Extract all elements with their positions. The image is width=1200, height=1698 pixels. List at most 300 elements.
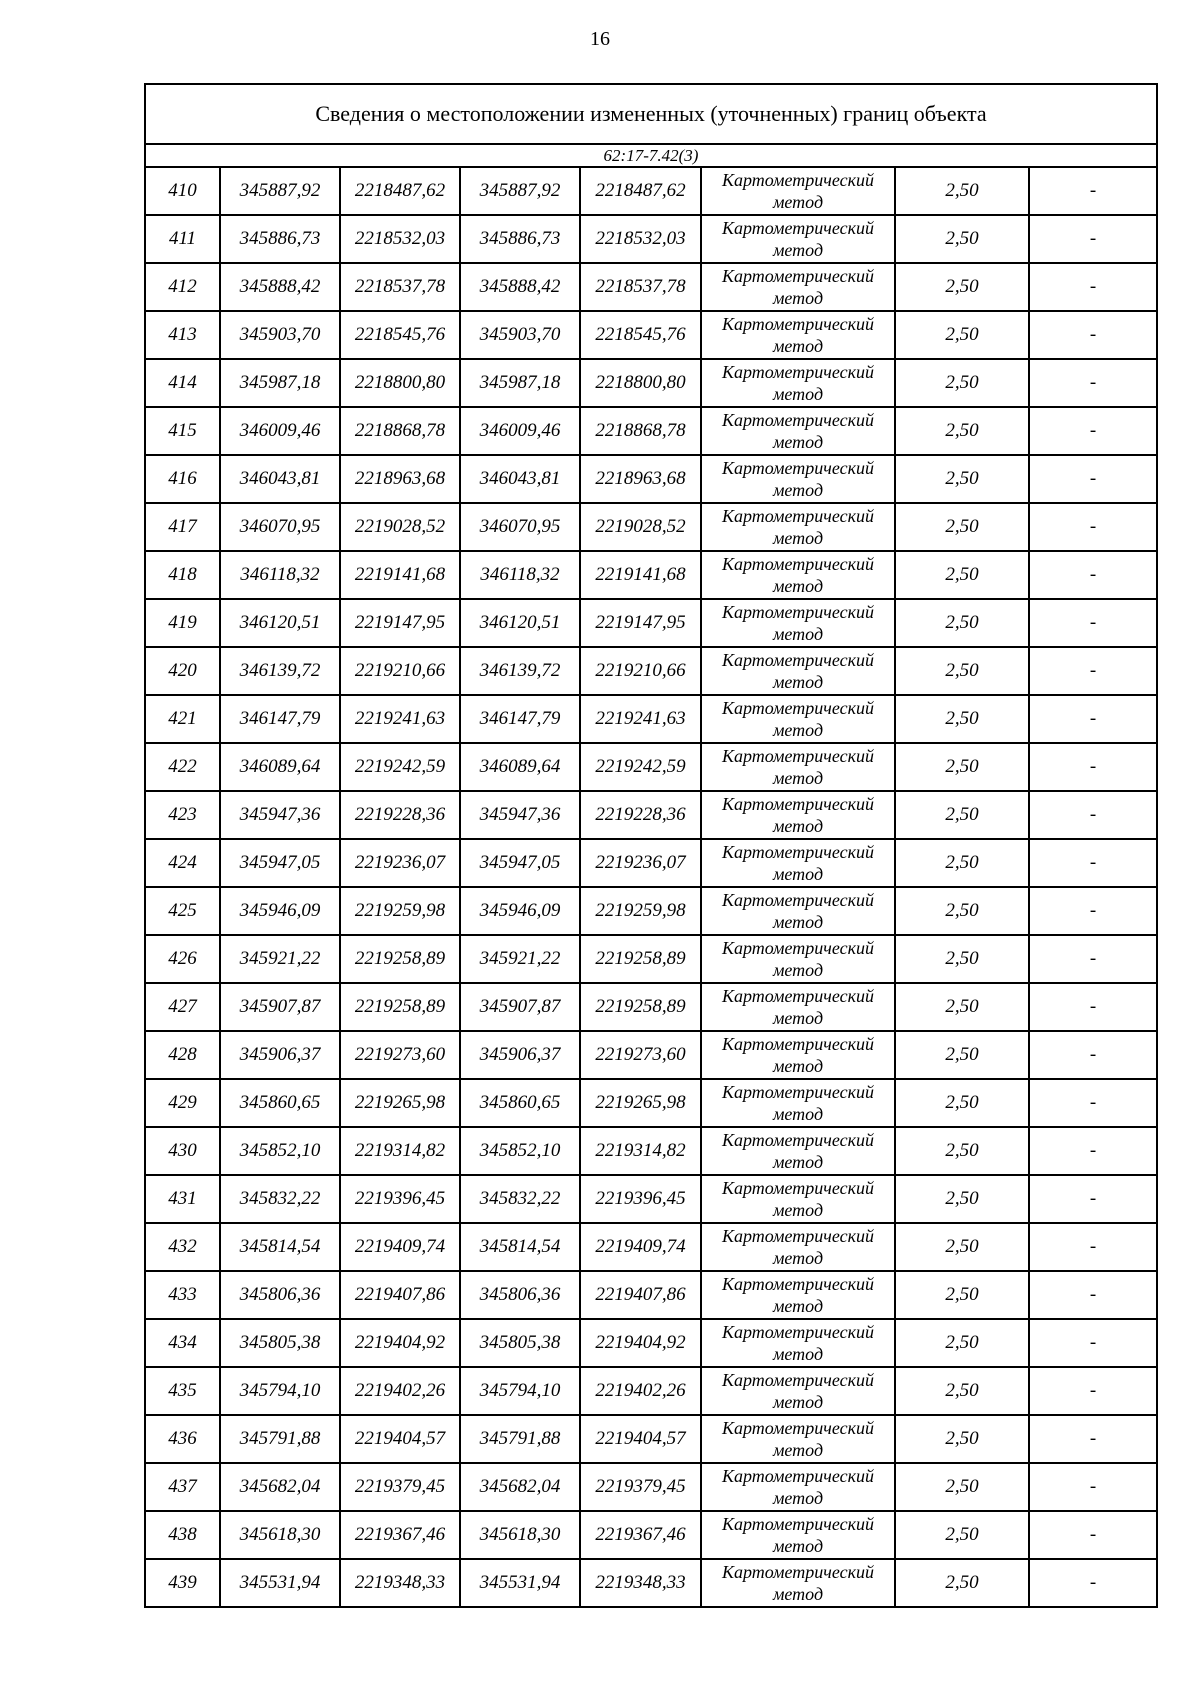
table-row <box>145 1175 1157 1223</box>
existing-y: 2219314,82 <box>340 1127 460 1175</box>
method-line-2: метод <box>772 1440 824 1460</box>
point-number: 435 <box>145 1367 220 1415</box>
existing-y: 2219402,26 <box>340 1367 460 1415</box>
method-line-1: Картометрический <box>721 266 874 286</box>
method-line-2: метод <box>772 1248 824 1268</box>
table-row <box>145 743 1157 791</box>
determination-method <box>701 551 895 599</box>
refined-x: 345805,38 <box>460 1319 580 1367</box>
note-value: - <box>1029 407 1157 455</box>
determination-method <box>701 887 895 935</box>
method-line-1: Картометрический <box>721 1226 874 1246</box>
point-number: 414 <box>145 359 220 407</box>
existing-y: 2219367,46 <box>340 1511 460 1559</box>
note-value: - <box>1029 1559 1157 1607</box>
method-line-1: Картометрический <box>721 938 874 958</box>
existing-y: 2218545,76 <box>340 311 460 359</box>
note-value: - <box>1029 887 1157 935</box>
table-row <box>145 263 1157 311</box>
determination-method <box>701 1079 895 1127</box>
existing-x: 345832,22 <box>220 1175 340 1223</box>
method-line-2: метод <box>772 960 824 980</box>
refined-x: 345860,65 <box>460 1079 580 1127</box>
refined-y: 2219273,60 <box>580 1031 701 1079</box>
existing-x: 345531,94 <box>220 1559 340 1607</box>
note-value: - <box>1029 215 1157 263</box>
determination-method <box>701 455 895 503</box>
method-line-1: Картометрический <box>721 1178 874 1198</box>
existing-x: 345946,09 <box>220 887 340 935</box>
determination-method <box>701 1175 895 1223</box>
point-number: 412 <box>145 263 220 311</box>
refined-x: 345791,88 <box>460 1415 580 1463</box>
point-number: 422 <box>145 743 220 791</box>
method-line-2: метод <box>772 480 824 500</box>
method-line-1: Картометрический <box>721 986 874 1006</box>
note-value: - <box>1029 1079 1157 1127</box>
existing-x: 345860,65 <box>220 1079 340 1127</box>
point-number: 411 <box>145 215 220 263</box>
table-row <box>145 791 1157 839</box>
accuracy-value: 2,50 <box>895 1367 1029 1415</box>
existing-x: 346070,95 <box>220 503 340 551</box>
table-row <box>145 1559 1157 1607</box>
note-value: - <box>1029 1223 1157 1271</box>
determination-method <box>701 407 895 455</box>
determination-method <box>701 1463 895 1511</box>
note-value: - <box>1029 743 1157 791</box>
note-value: - <box>1029 167 1157 215</box>
accuracy-value: 2,50 <box>895 1175 1029 1223</box>
refined-y: 2219404,92 <box>580 1319 701 1367</box>
determination-method <box>701 311 895 359</box>
accuracy-value: 2,50 <box>895 1463 1029 1511</box>
point-number: 430 <box>145 1127 220 1175</box>
refined-x: 345814,54 <box>460 1223 580 1271</box>
refined-y: 2219028,52 <box>580 503 701 551</box>
accuracy-value: 2,50 <box>895 503 1029 551</box>
accuracy-value: 2,50 <box>895 407 1029 455</box>
method-line-2: метод <box>772 624 824 644</box>
table-row <box>145 695 1157 743</box>
existing-x: 345886,73 <box>220 215 340 263</box>
table-row <box>145 503 1157 551</box>
determination-method <box>701 215 895 263</box>
refined-y: 2219258,89 <box>580 983 701 1031</box>
method-line-2: метод <box>772 1584 824 1604</box>
table-row <box>145 1079 1157 1127</box>
point-number: 433 <box>145 1271 220 1319</box>
existing-x: 345791,88 <box>220 1415 340 1463</box>
point-number: 428 <box>145 1031 220 1079</box>
existing-y: 2218532,03 <box>340 215 460 263</box>
method-line-1: Картометрический <box>721 1130 874 1150</box>
point-number: 426 <box>145 935 220 983</box>
accuracy-value: 2,50 <box>895 1319 1029 1367</box>
method-line-2: метод <box>772 288 824 308</box>
note-value: - <box>1029 791 1157 839</box>
method-line-1: Картометрический <box>721 362 874 382</box>
table-title: Сведения о местоположении измененных (уточненных) границ объекта <box>145 84 1157 144</box>
existing-x: 346120,51 <box>220 599 340 647</box>
method-line-1: Картометрический <box>721 1466 874 1486</box>
table-row <box>145 887 1157 935</box>
method-line-1: Картометрический <box>721 1562 874 1582</box>
note-value: - <box>1029 1319 1157 1367</box>
refined-x: 345921,22 <box>460 935 580 983</box>
method-line-1: Картометрический <box>721 1274 874 1294</box>
method-line-1: Картометрический <box>721 1418 874 1438</box>
note-value: - <box>1029 1271 1157 1319</box>
method-line-2: метод <box>772 816 824 836</box>
refined-x: 345832,22 <box>460 1175 580 1223</box>
table-row <box>145 1127 1157 1175</box>
note-value: - <box>1029 935 1157 983</box>
method-line-1: Картометрический <box>721 890 874 910</box>
refined-y: 2219396,45 <box>580 1175 701 1223</box>
point-number: 432 <box>145 1223 220 1271</box>
determination-method <box>701 1271 895 1319</box>
refined-x: 345907,87 <box>460 983 580 1031</box>
point-number: 416 <box>145 455 220 503</box>
point-number: 431 <box>145 1175 220 1223</box>
refined-x: 345806,36 <box>460 1271 580 1319</box>
method-line-2: метод <box>772 1296 824 1316</box>
refined-x: 345682,04 <box>460 1463 580 1511</box>
accuracy-value: 2,50 <box>895 455 1029 503</box>
method-line-1: Картометрический <box>721 1514 874 1534</box>
existing-y: 2219407,86 <box>340 1271 460 1319</box>
refined-y: 2218545,76 <box>580 311 701 359</box>
refined-y: 2219314,82 <box>580 1127 701 1175</box>
accuracy-value: 2,50 <box>895 1511 1029 1559</box>
note-value: - <box>1029 1175 1157 1223</box>
existing-x: 346043,81 <box>220 455 340 503</box>
table-row <box>145 983 1157 1031</box>
determination-method <box>701 743 895 791</box>
method-line-2: метод <box>772 192 824 212</box>
existing-x: 345906,37 <box>220 1031 340 1079</box>
accuracy-value: 2,50 <box>895 1031 1029 1079</box>
point-number: 437 <box>145 1463 220 1511</box>
refined-x: 345886,73 <box>460 215 580 263</box>
accuracy-value: 2,50 <box>895 983 1029 1031</box>
method-line-1: Картометрический <box>721 218 874 238</box>
refined-y: 2219210,66 <box>580 647 701 695</box>
accuracy-value: 2,50 <box>895 359 1029 407</box>
note-value: - <box>1029 455 1157 503</box>
accuracy-value: 2,50 <box>895 551 1029 599</box>
note-value: - <box>1029 839 1157 887</box>
point-number: 418 <box>145 551 220 599</box>
existing-y: 2219404,57 <box>340 1415 460 1463</box>
existing-x: 346118,32 <box>220 551 340 599</box>
accuracy-value: 2,50 <box>895 1271 1029 1319</box>
method-line-2: метод <box>772 1056 824 1076</box>
point-number: 434 <box>145 1319 220 1367</box>
point-number: 424 <box>145 839 220 887</box>
table-row <box>145 167 1157 215</box>
table-row <box>145 1415 1157 1463</box>
table-title-row <box>145 84 1157 144</box>
existing-x: 345888,42 <box>220 263 340 311</box>
method-line-1: Картометрический <box>721 1370 874 1390</box>
determination-method <box>701 1511 895 1559</box>
method-line-2: метод <box>772 1344 824 1364</box>
determination-method <box>701 935 895 983</box>
method-line-2: метод <box>772 912 824 932</box>
existing-y: 2218963,68 <box>340 455 460 503</box>
determination-method <box>701 359 895 407</box>
table-row <box>145 455 1157 503</box>
refined-y: 2218532,03 <box>580 215 701 263</box>
determination-method <box>701 1127 895 1175</box>
existing-x: 345887,92 <box>220 167 340 215</box>
existing-x: 345921,22 <box>220 935 340 983</box>
accuracy-value: 2,50 <box>895 791 1029 839</box>
existing-x: 345806,36 <box>220 1271 340 1319</box>
method-line-2: метод <box>772 240 824 260</box>
existing-x: 345852,10 <box>220 1127 340 1175</box>
table-row <box>145 1367 1157 1415</box>
table-row <box>145 1223 1157 1271</box>
determination-method <box>701 695 895 743</box>
method-line-2: метод <box>772 768 824 788</box>
existing-x: 345947,05 <box>220 839 340 887</box>
table-row <box>145 1511 1157 1559</box>
point-number: 415 <box>145 407 220 455</box>
accuracy-value: 2,50 <box>895 1223 1029 1271</box>
table-row <box>145 1271 1157 1319</box>
refined-x: 346070,95 <box>460 503 580 551</box>
method-line-2: метод <box>772 576 824 596</box>
existing-y: 2219028,52 <box>340 503 460 551</box>
note-value: - <box>1029 1367 1157 1415</box>
accuracy-value: 2,50 <box>895 1415 1029 1463</box>
existing-y: 2219258,89 <box>340 935 460 983</box>
existing-y: 2219265,98 <box>340 1079 460 1127</box>
refined-y: 2219379,45 <box>580 1463 701 1511</box>
table-row <box>145 215 1157 263</box>
method-line-2: метод <box>772 1104 824 1124</box>
accuracy-value: 2,50 <box>895 935 1029 983</box>
existing-y: 2219242,59 <box>340 743 460 791</box>
method-line-1: Картометрический <box>721 410 874 430</box>
refined-x: 345903,70 <box>460 311 580 359</box>
note-value: - <box>1029 647 1157 695</box>
determination-method <box>701 791 895 839</box>
refined-x: 346147,79 <box>460 695 580 743</box>
determination-method <box>701 599 895 647</box>
method-line-2: метод <box>772 384 824 404</box>
existing-x: 346139,72 <box>220 647 340 695</box>
refined-y: 2219407,86 <box>580 1271 701 1319</box>
refined-x: 345947,36 <box>460 791 580 839</box>
method-line-1: Картометрический <box>721 794 874 814</box>
method-line-1: Картометрический <box>721 650 874 670</box>
determination-method <box>701 1367 895 1415</box>
point-number: 429 <box>145 1079 220 1127</box>
existing-x: 345794,10 <box>220 1367 340 1415</box>
method-line-1: Картометрический <box>721 170 874 190</box>
point-number: 427 <box>145 983 220 1031</box>
existing-y: 2219210,66 <box>340 647 460 695</box>
refined-y: 2218537,78 <box>580 263 701 311</box>
refined-x: 345618,30 <box>460 1511 580 1559</box>
method-line-1: Картометрический <box>721 1082 874 1102</box>
method-line-2: метод <box>772 864 824 884</box>
existing-x: 346147,79 <box>220 695 340 743</box>
point-number: 438 <box>145 1511 220 1559</box>
accuracy-value: 2,50 <box>895 1559 1029 1607</box>
refined-y: 2218800,80 <box>580 359 701 407</box>
refined-x: 345906,37 <box>460 1031 580 1079</box>
refined-x: 345531,94 <box>460 1559 580 1607</box>
table-subtitle-row <box>145 144 1157 167</box>
method-line-1: Картометрический <box>721 458 874 478</box>
existing-x: 346009,46 <box>220 407 340 455</box>
table-row <box>145 1319 1157 1367</box>
existing-x: 345987,18 <box>220 359 340 407</box>
refined-y: 2219236,07 <box>580 839 701 887</box>
determination-method <box>701 1031 895 1079</box>
existing-y: 2219236,07 <box>340 839 460 887</box>
existing-y: 2219348,33 <box>340 1559 460 1607</box>
refined-y: 2218963,68 <box>580 455 701 503</box>
existing-x: 345947,36 <box>220 791 340 839</box>
note-value: - <box>1029 1127 1157 1175</box>
refined-x: 346118,32 <box>460 551 580 599</box>
table-row <box>145 647 1157 695</box>
existing-y: 2219258,89 <box>340 983 460 1031</box>
note-value: - <box>1029 551 1157 599</box>
accuracy-value: 2,50 <box>895 599 1029 647</box>
method-line-2: метод <box>772 528 824 548</box>
note-value: - <box>1029 983 1157 1031</box>
existing-x: 345814,54 <box>220 1223 340 1271</box>
accuracy-value: 2,50 <box>895 839 1029 887</box>
note-value: - <box>1029 263 1157 311</box>
method-line-2: метод <box>772 1200 824 1220</box>
method-line-2: метод <box>772 1152 824 1172</box>
refined-x: 345794,10 <box>460 1367 580 1415</box>
point-number: 410 <box>145 167 220 215</box>
existing-x: 345805,38 <box>220 1319 340 1367</box>
method-line-1: Картометрический <box>721 746 874 766</box>
determination-method <box>701 263 895 311</box>
point-number: 420 <box>145 647 220 695</box>
determination-method <box>701 1223 895 1271</box>
table-row <box>145 935 1157 983</box>
note-value: - <box>1029 1463 1157 1511</box>
method-line-1: Картометрический <box>721 842 874 862</box>
note-value: - <box>1029 311 1157 359</box>
determination-method <box>701 647 895 695</box>
existing-x: 345903,70 <box>220 311 340 359</box>
method-line-1: Картометрический <box>721 314 874 334</box>
method-line-1: Картометрический <box>721 1322 874 1342</box>
table-row <box>145 599 1157 647</box>
point-number: 419 <box>145 599 220 647</box>
existing-x: 345618,30 <box>220 1511 340 1559</box>
point-number: 421 <box>145 695 220 743</box>
accuracy-value: 2,50 <box>895 743 1029 791</box>
cadastral-number: 62:17-7.42(3) <box>145 144 1157 167</box>
method-line-2: метод <box>772 720 824 740</box>
accuracy-value: 2,50 <box>895 647 1029 695</box>
refined-y: 2219228,36 <box>580 791 701 839</box>
accuracy-value: 2,50 <box>895 887 1029 935</box>
refined-x: 346043,81 <box>460 455 580 503</box>
point-number: 417 <box>145 503 220 551</box>
refined-y: 2218868,78 <box>580 407 701 455</box>
accuracy-value: 2,50 <box>895 1127 1029 1175</box>
table-row <box>145 407 1157 455</box>
method-line-2: метод <box>772 1008 824 1028</box>
point-number: 413 <box>145 311 220 359</box>
note-value: - <box>1029 1031 1157 1079</box>
boundary-coordinates-table <box>144 83 1158 1608</box>
note-value: - <box>1029 599 1157 647</box>
refined-y: 2219259,98 <box>580 887 701 935</box>
method-line-1: Картометрический <box>721 602 874 622</box>
method-line-2: метод <box>772 1392 824 1412</box>
note-value: - <box>1029 1415 1157 1463</box>
existing-y: 2219273,60 <box>340 1031 460 1079</box>
refined-y: 2219348,33 <box>580 1559 701 1607</box>
refined-y: 2219402,26 <box>580 1367 701 1415</box>
refined-y: 2219404,57 <box>580 1415 701 1463</box>
refined-y: 2218487,62 <box>580 167 701 215</box>
existing-x: 345682,04 <box>220 1463 340 1511</box>
table-row <box>145 1463 1157 1511</box>
refined-y: 2219147,95 <box>580 599 701 647</box>
determination-method <box>701 1319 895 1367</box>
method-line-1: Картометрический <box>721 554 874 574</box>
existing-y: 2219228,36 <box>340 791 460 839</box>
accuracy-value: 2,50 <box>895 215 1029 263</box>
existing-y: 2219404,92 <box>340 1319 460 1367</box>
refined-y: 2219258,89 <box>580 935 701 983</box>
point-number: 425 <box>145 887 220 935</box>
point-number: 439 <box>145 1559 220 1607</box>
method-line-1: Картометрический <box>721 698 874 718</box>
existing-x: 345907,87 <box>220 983 340 1031</box>
method-line-2: метод <box>772 432 824 452</box>
refined-x: 345888,42 <box>460 263 580 311</box>
existing-y: 2219141,68 <box>340 551 460 599</box>
accuracy-value: 2,50 <box>895 263 1029 311</box>
refined-x: 345946,09 <box>460 887 580 935</box>
table-row <box>145 359 1157 407</box>
determination-method <box>701 839 895 887</box>
existing-y: 2218800,80 <box>340 359 460 407</box>
existing-y: 2219409,74 <box>340 1223 460 1271</box>
method-line-1: Картометрический <box>721 506 874 526</box>
refined-x: 345852,10 <box>460 1127 580 1175</box>
refined-x: 346009,46 <box>460 407 580 455</box>
accuracy-value: 2,50 <box>895 311 1029 359</box>
accuracy-value: 2,50 <box>895 695 1029 743</box>
determination-method <box>701 1415 895 1463</box>
refined-x: 345887,92 <box>460 167 580 215</box>
method-line-2: метод <box>772 1488 824 1508</box>
method-line-2: метод <box>772 336 824 356</box>
refined-x: 346139,72 <box>460 647 580 695</box>
existing-x: 346089,64 <box>220 743 340 791</box>
point-number: 423 <box>145 791 220 839</box>
refined-y: 2219367,46 <box>580 1511 701 1559</box>
